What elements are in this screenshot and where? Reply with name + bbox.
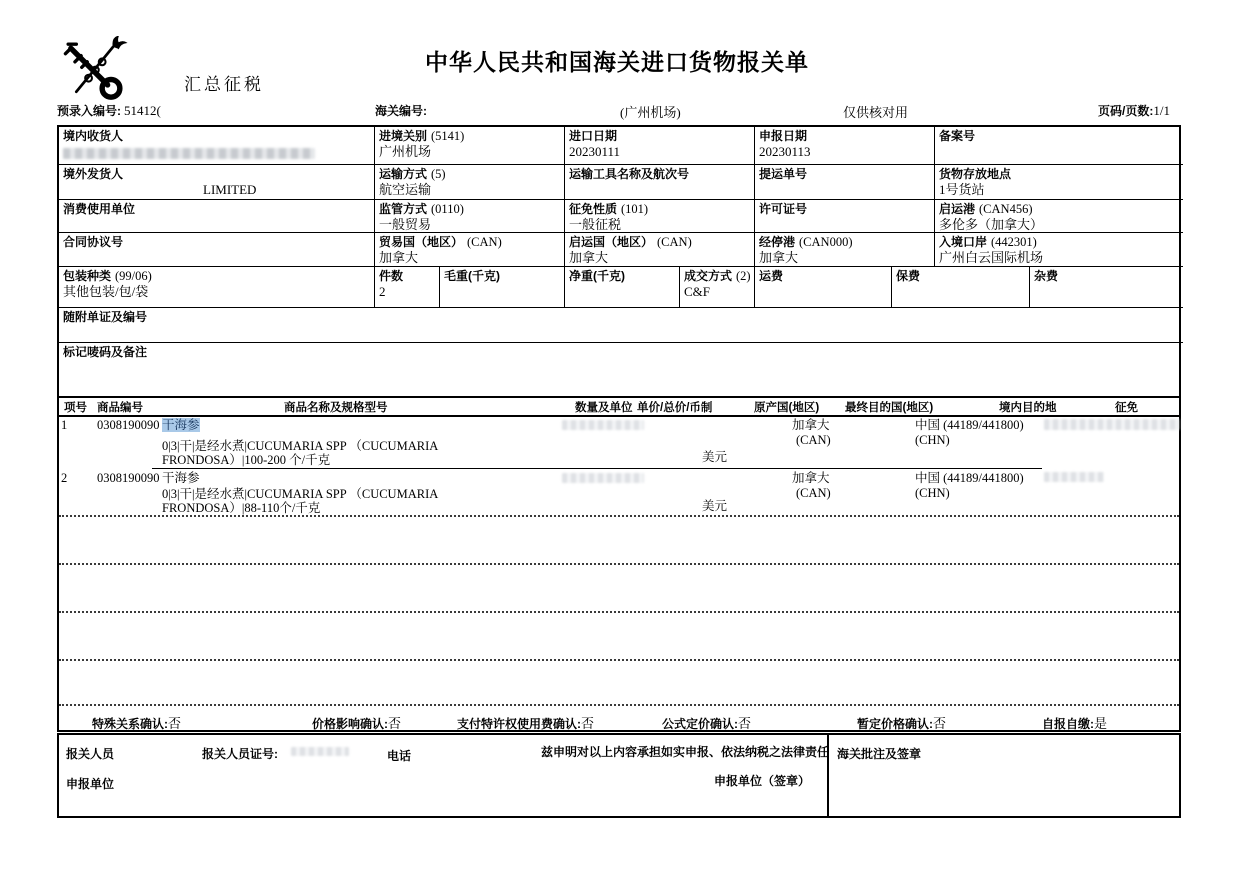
cell-import-date: 进口日期 20230111 [565, 127, 755, 165]
cell-transport-name: 运输工具名称及航次号 [565, 165, 755, 200]
goods-rows [59, 417, 1179, 704]
cell-insurance: 保费 [892, 267, 1030, 308]
cell-entry-customs: 进境关别 (5141) 广州机场 [375, 127, 565, 165]
page-title: 中华人民共和国海关进口货物报关单 [425, 49, 809, 75]
item-origin-code: (CAN) [796, 486, 831, 500]
col-item-no: 项号 [64, 402, 87, 414]
declarant-id-label: 报关人员证号: [202, 747, 278, 761]
cell-transaction-mode: 成交方式 (2) C&F [680, 267, 755, 308]
cell-departure-port: 启运港 (CAN456) 多伦多（加拿大） [935, 200, 1183, 233]
price-influence-confirm: 价格影响确认:否 [312, 716, 402, 731]
redacted-domestic-dest [1044, 472, 1104, 482]
col-name-spec: 商品名称及规格型号 [284, 402, 388, 414]
empty-row-divider [59, 611, 1179, 613]
col-domestic-dest: 境内目的地 [999, 402, 1057, 414]
footer-section [57, 733, 1181, 818]
cell-contract-number: 合同协议号 [59, 233, 375, 267]
cell-package-type: 包装种类 (99/06) 其他包装/包/袋 [59, 267, 375, 308]
customs-note-label: 海关批注及签章 [837, 747, 922, 761]
cell-record-number: 备案号 [935, 127, 1183, 165]
port-note: (广州机场) [620, 105, 681, 120]
item-desc-line2: FRONDOSA）|88-110个/千克 [162, 501, 321, 515]
summary-tax-stamp: 汇总征税 [184, 75, 264, 94]
self-declare-pay: 自报自缴:是 [1042, 716, 1108, 731]
item-code: 0308190090 [97, 471, 160, 485]
cell-transport-mode: 运输方式 (5) 航空运输 [375, 165, 565, 200]
col-origin-country: 原产国(地区) [754, 402, 820, 414]
item-origin: 加拿大 [792, 418, 830, 432]
col-qty-unit: 数量及单位 [575, 402, 633, 414]
col-commodity-code: 商品编号 [97, 402, 143, 414]
cell-bill-number: 提运单号 [755, 165, 935, 200]
cell-tax-nature: 征免性质 (101) 一般征税 [565, 200, 755, 233]
redacted-declarant-id [291, 747, 349, 756]
cell-gross-weight: 毛重(千克) [440, 267, 565, 308]
empty-row-divider [59, 659, 1179, 661]
item-no: 2 [61, 471, 68, 485]
cell-entry-port: 入境口岸 (442301) 广州白云国际机场 [935, 233, 1183, 267]
redacted-consignee-value [63, 148, 315, 159]
goods-table-header [59, 396, 1179, 417]
item-desc-line1: 0|3|干|是经水煮|CUCUMARIA SPP （CUCUMARIA [162, 439, 439, 453]
declare-unit-seal-label: 申报单位（签章） [714, 774, 811, 788]
item-currency: 美元 [702, 499, 728, 513]
cell-license-number: 许可证号 [755, 200, 935, 233]
col-exempt: 征免 [1115, 402, 1138, 414]
provisional-price-confirm: 暂定价格确认:否 [857, 716, 947, 731]
page-number: 页码/页数:1/1 [1098, 103, 1170, 118]
formula-pricing-confirm: 公式定价确认:否 [662, 716, 752, 731]
empty-row-divider [59, 563, 1179, 565]
cell-declare-date: 申报日期 20230113 [755, 127, 935, 165]
cell-attached-documents: 随附单证及编号 [59, 308, 1183, 343]
item-desc-line2: FRONDOSA）|100-200 个/千克 [162, 453, 331, 467]
redacted-domestic-dest [1044, 419, 1180, 430]
cell-transit-port: 经停港 (CAN000) 加拿大 [755, 233, 935, 267]
cell-supervision-mode: 监管方式 (0110) 一般贸易 [375, 200, 565, 233]
item-dest-code: (CHN) [915, 486, 950, 500]
item-code: 0308190090 [97, 418, 160, 432]
redacted-qty [562, 420, 644, 430]
special-relation-confirm: 特殊关系确认:否 [92, 716, 182, 731]
cell-net-weight: 净重(千克) [565, 267, 680, 308]
cell-overseas-shipper: 境外发货人 LIMITED [59, 165, 375, 200]
declaration-statement: 兹申明对以上内容承担如实申报、依法纳税之法律责任 [541, 745, 830, 759]
pre-entry-number: 预录入编号: 51412( [57, 103, 161, 118]
item-currency: 美元 [702, 450, 728, 464]
empty-row-divider [59, 515, 1179, 517]
declare-unit-label: 申报单位 [66, 777, 115, 791]
item-dest: 中国 (44189/441800) [915, 418, 1024, 432]
declaration-form-table [57, 125, 1181, 732]
cell-misc-fees: 杂费 [1030, 267, 1183, 308]
customs-number-label: 海关编号: [375, 104, 427, 118]
row-separator-line [152, 468, 1042, 469]
cell-trade-country: 贸易国（地区） (CAN) 加拿大 [375, 233, 565, 267]
cell-consumer-unit: 消费使用单位 [59, 200, 375, 233]
cell-consignee: 境内收货人 [59, 127, 375, 165]
cell-storage-place: 货物存放地点 1号货站 [935, 165, 1183, 200]
item-origin-code: (CAN) [796, 433, 831, 447]
declarant-label: 报关人员 [66, 747, 115, 761]
cell-departure-country: 启运国（地区） (CAN) 加拿大 [565, 233, 755, 267]
col-final-dest: 最终目的国(地区) [845, 402, 934, 414]
col-price-currency: 单价/总价/币制 [637, 402, 713, 414]
item-origin: 加拿大 [792, 471, 830, 485]
phone-label: 电话 [387, 749, 412, 763]
royalty-payment-confirm: 支付特许权使用费确认:否 [457, 716, 595, 731]
cell-marks-remarks: 标记唛码及备注 [63, 345, 148, 359]
cell-freight: 运费 [755, 267, 892, 308]
item-dest-code: (CHN) [915, 433, 950, 447]
item-name-highlighted[interactable]: 干海参 [162, 418, 200, 432]
item-name: 干海参 [162, 471, 200, 485]
confirmation-row [59, 704, 1179, 734]
item-dest: 中国 (44189/441800) [915, 471, 1024, 485]
redacted-qty [562, 473, 644, 483]
check-note: 仅供核对用 [843, 105, 909, 120]
item-no: 1 [61, 418, 68, 432]
item-desc-line1: 0|3|干|是经水煮|CUCUMARIA SPP （CUCUMARIA [162, 487, 439, 501]
cell-piece-count: 件数 2 [375, 267, 440, 308]
